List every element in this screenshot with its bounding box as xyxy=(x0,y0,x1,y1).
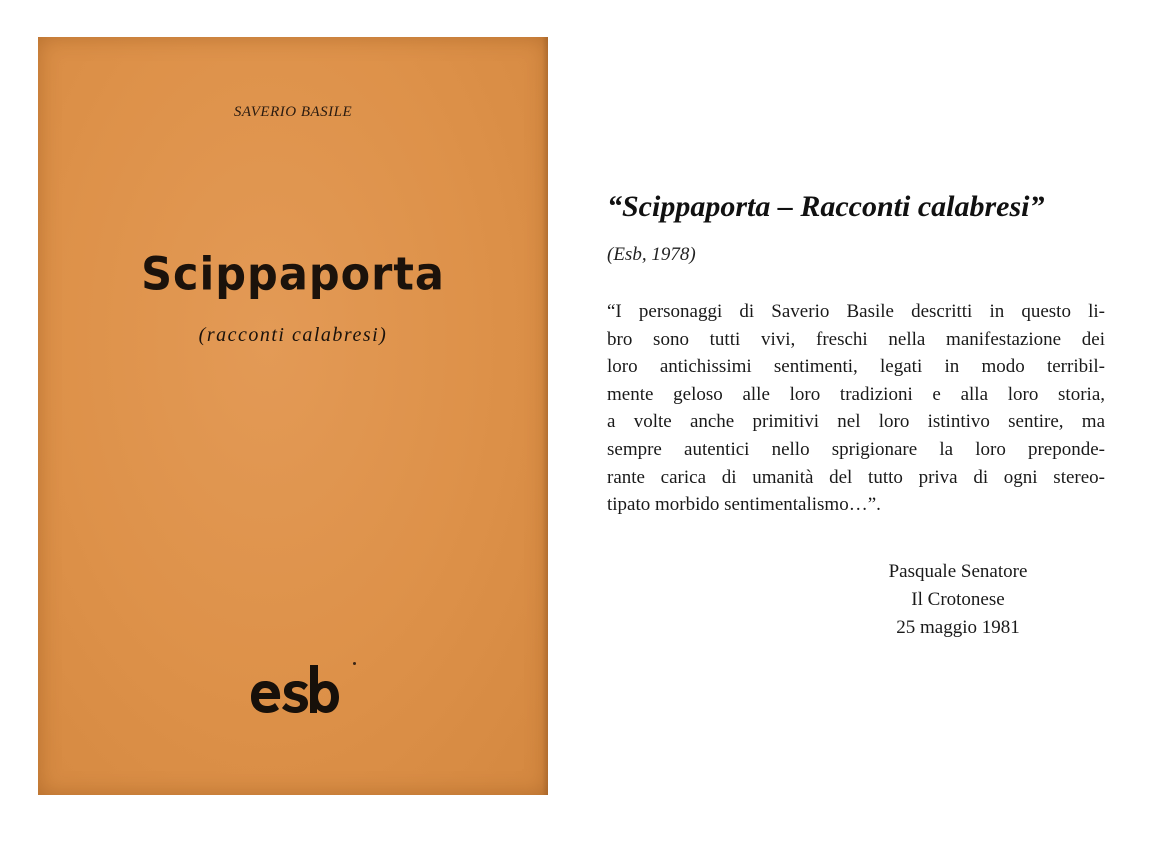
quote-line: loro antichissimi sentimenti, legati in modo terribil- xyxy=(607,356,1105,378)
attribution-name: Pasquale Senatore xyxy=(888,561,1028,582)
quote-attribution xyxy=(820,558,1096,642)
cover-title: Scippaporta xyxy=(141,248,445,302)
quote-line: a volte anche primitivi nel loro istintivo sentire, ma xyxy=(607,411,1105,433)
quote-line: tipato morbido sentimentalismo…”. xyxy=(607,494,881,516)
cover-edge-shadow xyxy=(542,37,548,795)
attribution-date: 25 maggio 1981 xyxy=(896,617,1020,638)
cover-speck xyxy=(353,662,356,665)
attribution-source: Il Crotonese xyxy=(911,589,1005,610)
esb-publisher-logo xyxy=(251,665,339,721)
publication-info: (Esb, 1978) xyxy=(607,244,696,265)
cover-subtitle: (racconti calabresi) xyxy=(198,324,388,346)
cover-author: SAVERIO BASILE xyxy=(233,104,353,120)
quote-line: “I personaggi di Saverio Basile descritti in questo li- xyxy=(607,301,1105,322)
book-cover-image xyxy=(38,37,548,795)
quote-line: sempre autentici nello sprigionare la loro preponde- xyxy=(607,438,1105,460)
book-title-heading: “Scippaporta – Racconti calabresi” xyxy=(607,190,1045,223)
quote-line: bro sono tutti vivi, freschi nella manifestazione dei xyxy=(607,328,1105,350)
quote-line: rante carica di umanità del tutto priva di ogni stereo- xyxy=(607,466,1105,488)
quote-line: mente geloso alle loro tradizioni e alla loro storia, xyxy=(607,383,1105,405)
review-quote xyxy=(607,298,1105,519)
